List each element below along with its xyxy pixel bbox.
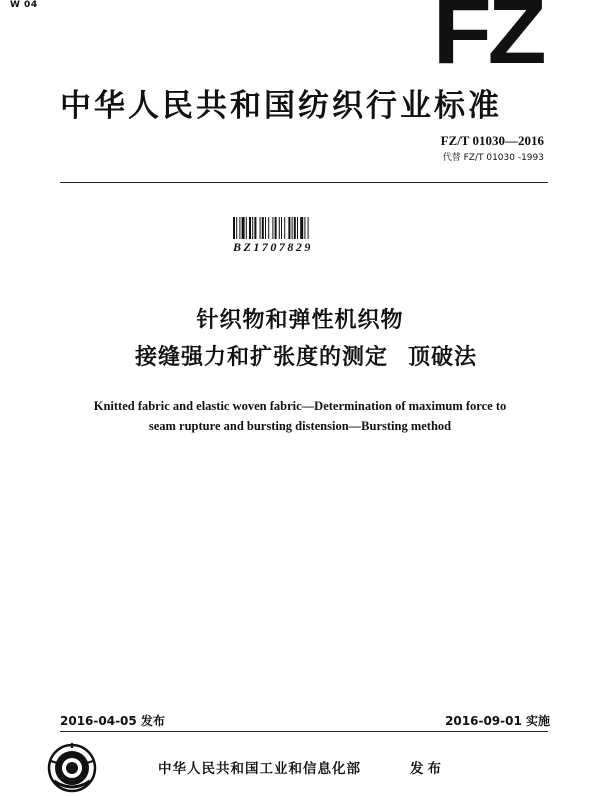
title-cn-line2	[6, 340, 600, 371]
title-en-line2: seam rupture and bursting distension—Bursting method	[148, 419, 452, 433]
header-divider	[60, 182, 548, 183]
issuer-name: 中华人民共和国工业和信息化部	[158, 761, 361, 777]
title-cn-line1: 针织物和弹性机织物	[196, 308, 404, 333]
issue-verb: 发布	[410, 761, 445, 777]
standard-code: FZ/T 01030—2016	[440, 133, 544, 148]
barcode-block	[233, 217, 339, 255]
implementation-date: 2016-09-01 实施	[445, 714, 550, 728]
standard-code-block	[441, 133, 544, 163]
issue-date: 2016-04-05 发布	[60, 714, 165, 728]
ics-code: W 04	[10, 0, 38, 10]
org-title: 中华人民共和国纺织行业标准	[60, 88, 502, 124]
barcode-icon	[233, 217, 339, 239]
barcode-text: BZ1707829	[233, 240, 313, 254]
title-cn-line2-a: 接缝强力和扩张度的测定	[134, 345, 388, 370]
title-cn-line2-b: 顶破法	[408, 345, 478, 370]
replaces-note: 代替 FZ/T 01030 -1993	[442, 153, 544, 163]
footer-divider	[60, 731, 548, 732]
ministry-emblem-icon	[42, 741, 102, 793]
title-en-line1: Knitted fabric and elastic woven fabric—Determination of maximum force to	[93, 399, 507, 413]
fz-logo: FZ	[432, 0, 542, 83]
